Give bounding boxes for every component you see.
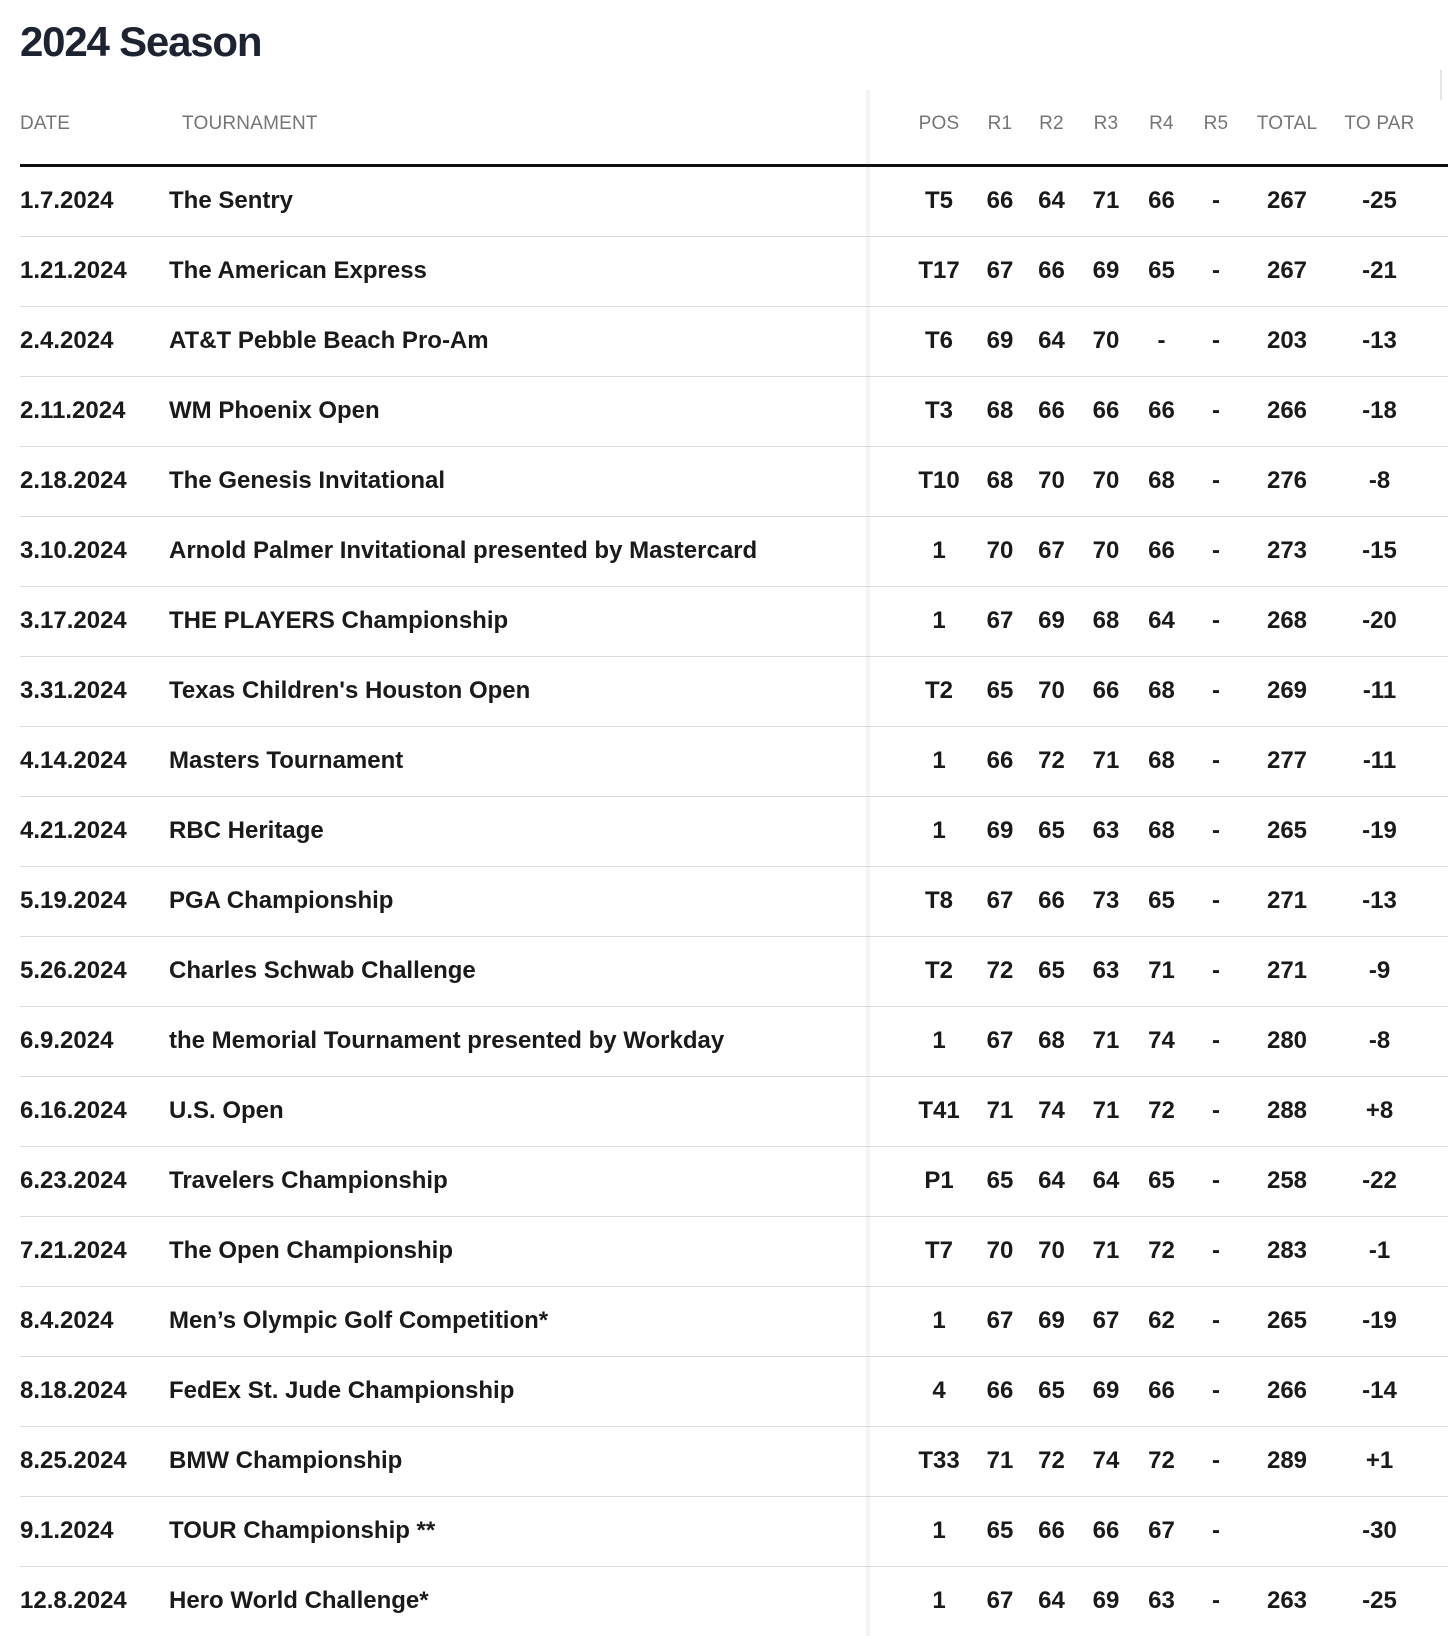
total-cell: 271 xyxy=(1266,887,1308,914)
date-cell: 3.17.2024 xyxy=(20,607,127,634)
date-cell: 8.18.2024 xyxy=(20,1377,127,1404)
total-cell xyxy=(1243,1497,1331,1566)
r2-cell: 66 xyxy=(1038,887,1065,914)
r1-cell: 67 xyxy=(986,257,1014,284)
tournament-link[interactable]: Texas Children's Houston Open xyxy=(169,677,531,704)
r1-cell: 71 xyxy=(986,1097,1014,1124)
r5-cell: - xyxy=(1212,1377,1220,1404)
r1-cell: 72 xyxy=(986,957,1014,984)
table-row[interactable] xyxy=(20,937,1448,1007)
to-par-cell: -22 xyxy=(1362,1167,1397,1194)
table-row[interactable] xyxy=(20,587,1448,657)
total-cell: 203 xyxy=(1266,327,1308,354)
to-par-cell: -19 xyxy=(1362,817,1397,844)
date-cell: 5.19.2024 xyxy=(20,887,127,914)
table-row[interactable] xyxy=(20,517,1448,587)
r5-cell: - xyxy=(1212,677,1220,704)
tournament-link[interactable]: AT&T Pebble Beach Pro-Am xyxy=(169,327,489,354)
column-header-pos[interactable]: POS xyxy=(918,113,960,134)
r2-cell: 72 xyxy=(1038,1447,1065,1474)
table-row[interactable] xyxy=(20,447,1448,517)
r2-cell: 74 xyxy=(1038,1097,1065,1124)
table-row[interactable] xyxy=(20,1287,1448,1357)
r1-cell: 68 xyxy=(986,397,1014,424)
results-table xyxy=(20,90,1448,1636)
date-cell: 6.16.2024 xyxy=(20,1097,127,1124)
r2-cell: 66 xyxy=(1038,1517,1065,1544)
r5-cell: - xyxy=(1212,817,1220,844)
pos-cell: 1 xyxy=(932,1517,946,1544)
r2-cell: 65 xyxy=(1038,817,1065,844)
r2-cell: 72 xyxy=(1038,747,1065,774)
r5-cell: - xyxy=(1212,257,1220,284)
r4-cell: 67 xyxy=(1148,1517,1175,1544)
pos-cell: 1 xyxy=(932,1307,946,1334)
to-par-cell: -14 xyxy=(1362,1377,1397,1404)
tournament-link[interactable]: PGA Championship xyxy=(169,887,394,914)
to-par-cell: -30 xyxy=(1362,1517,1397,1544)
r4-cell: 68 xyxy=(1148,677,1175,704)
r4-cell: 66 xyxy=(1148,537,1175,564)
r5-cell: - xyxy=(1212,537,1220,564)
r5-cell: - xyxy=(1212,397,1220,424)
r3-cell: 71 xyxy=(1092,1237,1120,1264)
table-row[interactable] xyxy=(20,867,1448,937)
r2-cell: 64 xyxy=(1038,187,1065,214)
date-cell: 3.10.2024 xyxy=(20,537,127,564)
r3-cell: 70 xyxy=(1092,537,1120,564)
pos-cell: 1 xyxy=(932,607,946,634)
table-row[interactable] xyxy=(20,727,1448,797)
r4-cell: 66 xyxy=(1148,397,1175,424)
date-cell: 7.21.2024 xyxy=(20,1237,127,1264)
tournament-link[interactable]: WM Phoenix Open xyxy=(169,397,380,424)
date-cell: 4.21.2024 xyxy=(20,817,127,844)
tournament-link[interactable]: The Sentry xyxy=(169,187,294,214)
r3-cell: 69 xyxy=(1092,257,1120,284)
tournament-link[interactable]: THE PLAYERS Championship xyxy=(169,607,509,634)
column-header-r3[interactable]: R3 xyxy=(1093,113,1119,134)
r4-cell: 72 xyxy=(1148,1237,1175,1264)
tournament-link[interactable]: the Memorial Tournament presented by Workday xyxy=(169,1027,725,1054)
table-body xyxy=(20,167,1448,1636)
r3-cell: 69 xyxy=(1092,1587,1120,1614)
table-row[interactable] xyxy=(20,1217,1448,1287)
to-par-cell: -13 xyxy=(1362,887,1397,914)
table-row[interactable] xyxy=(20,237,1448,307)
r2-cell: 68 xyxy=(1038,1027,1065,1054)
r2-cell: 70 xyxy=(1038,467,1065,494)
r4-cell: 68 xyxy=(1148,747,1175,774)
table-row[interactable] xyxy=(20,1567,1448,1636)
pos-cell: T17 xyxy=(918,257,960,284)
r5-cell: - xyxy=(1212,1097,1220,1124)
r3-cell: 71 xyxy=(1092,747,1120,774)
to-par-cell: -13 xyxy=(1362,327,1397,354)
tournament-link[interactable]: U.S. Open xyxy=(169,1097,284,1124)
total-cell: 273 xyxy=(1266,537,1308,564)
r3-cell: 69 xyxy=(1092,1377,1120,1404)
column-header-r5[interactable]: R5 xyxy=(1203,113,1229,134)
tournament-link[interactable]: Masters Tournament xyxy=(169,747,404,774)
total-cell: 263 xyxy=(1266,1587,1308,1614)
total-cell: 266 xyxy=(1266,397,1308,424)
tournament-link[interactable]: The Genesis Invitational xyxy=(169,467,446,494)
date-cell: 5.26.2024 xyxy=(20,957,127,984)
table-row[interactable] xyxy=(20,307,1448,377)
tournament-link[interactable]: Men’s Olympic Golf Competition* xyxy=(169,1307,549,1334)
page-title: 2024 Season xyxy=(20,18,262,65)
r1-cell: 67 xyxy=(986,887,1014,914)
to-par-cell: -21 xyxy=(1362,257,1397,284)
column-header-date[interactable]: DATE xyxy=(20,113,71,134)
table-row[interactable] xyxy=(20,377,1448,447)
to-par-cell: -25 xyxy=(1362,187,1397,214)
r3-cell: 66 xyxy=(1092,397,1120,424)
r4-cell: 63 xyxy=(1148,1587,1175,1614)
r2-cell: 64 xyxy=(1038,1167,1065,1194)
r3-cell: 71 xyxy=(1092,1027,1120,1054)
column-header-tournament[interactable]: TOURNAMENT xyxy=(182,113,318,134)
total-cell: 268 xyxy=(1266,607,1308,634)
date-cell: 8.25.2024 xyxy=(20,1447,127,1474)
r1-cell: 67 xyxy=(986,1307,1014,1334)
date-cell: 9.1.2024 xyxy=(20,1517,114,1544)
to-par-cell: -18 xyxy=(1362,397,1397,424)
r3-cell: 70 xyxy=(1092,467,1120,494)
r1-cell: 71 xyxy=(986,1447,1014,1474)
date-cell: 6.9.2024 xyxy=(20,1027,114,1054)
date-cell: 2.4.2024 xyxy=(20,327,114,354)
r3-cell: 63 xyxy=(1092,817,1120,844)
r5-cell: - xyxy=(1212,607,1220,634)
r2-cell: 69 xyxy=(1038,607,1065,634)
r1-cell: 70 xyxy=(986,537,1014,564)
r3-cell: 68 xyxy=(1092,607,1120,634)
r3-cell: 66 xyxy=(1092,1517,1120,1544)
column-header-to-par[interactable]: TO PAR xyxy=(1344,113,1415,134)
r4-cell: 72 xyxy=(1148,1097,1175,1124)
r1-cell: 68 xyxy=(986,467,1014,494)
column-header-r1[interactable]: R1 xyxy=(987,113,1013,134)
date-cell: 1.21.2024 xyxy=(20,257,127,284)
total-cell: 258 xyxy=(1266,1167,1308,1194)
date-cell: 1.7.2024 xyxy=(20,187,114,214)
pos-cell: 1 xyxy=(932,817,946,844)
total-cell: 289 xyxy=(1266,1447,1308,1474)
r1-cell: 66 xyxy=(986,187,1014,214)
column-header-r4[interactable]: R4 xyxy=(1149,113,1174,134)
pos-cell: 1 xyxy=(932,537,946,564)
total-cell: 277 xyxy=(1266,747,1308,774)
r1-cell: 65 xyxy=(986,677,1014,704)
column-header-r2[interactable]: R2 xyxy=(1039,113,1064,134)
r5-cell: - xyxy=(1212,327,1220,354)
r2-cell: 70 xyxy=(1038,1237,1065,1264)
pos-cell: 1 xyxy=(932,1587,946,1614)
r3-cell: 74 xyxy=(1092,1447,1120,1474)
r2-cell: 70 xyxy=(1038,677,1065,704)
total-cell: 266 xyxy=(1266,1377,1308,1404)
table-row[interactable] xyxy=(20,167,1448,237)
total-cell: 267 xyxy=(1266,257,1308,284)
table-row[interactable] xyxy=(20,1147,1448,1217)
r5-cell: - xyxy=(1212,747,1220,774)
tournament-link[interactable]: Hero World Challenge* xyxy=(169,1587,429,1614)
to-par-cell: -11 xyxy=(1362,747,1397,774)
tournament-link[interactable]: Arnold Palmer Invitational presented by Mastercard xyxy=(169,537,758,564)
table-row[interactable] xyxy=(20,1427,1448,1497)
pos-cell: T41 xyxy=(918,1097,960,1124)
r1-cell: 66 xyxy=(986,747,1014,774)
total-cell: 267 xyxy=(1266,187,1308,214)
to-par-cell: -20 xyxy=(1362,607,1397,634)
r5-cell: - xyxy=(1212,1517,1220,1544)
date-cell: 8.4.2024 xyxy=(20,1307,114,1334)
date-cell: 2.18.2024 xyxy=(20,467,127,494)
r3-cell: 71 xyxy=(1092,187,1120,214)
r5-cell: - xyxy=(1212,187,1220,214)
total-cell: 265 xyxy=(1266,817,1308,844)
r3-cell: 73 xyxy=(1092,887,1120,914)
to-par-cell: -11 xyxy=(1362,677,1397,704)
date-cell: 3.31.2024 xyxy=(20,677,127,704)
r1-cell: 69 xyxy=(986,327,1014,354)
total-cell: 288 xyxy=(1266,1097,1308,1124)
column-header-total[interactable]: TOTAL xyxy=(1256,113,1318,134)
r2-cell: 64 xyxy=(1038,1587,1065,1614)
to-par-cell: -8 xyxy=(1368,1027,1391,1054)
pos-cell: 1 xyxy=(932,747,946,774)
r2-cell: 66 xyxy=(1038,397,1065,424)
r3-cell: 71 xyxy=(1092,1097,1120,1124)
pos-cell: T10 xyxy=(918,467,960,494)
to-par-cell: -1 xyxy=(1368,1237,1391,1264)
r5-cell: - xyxy=(1212,1167,1220,1194)
pos-cell: T3 xyxy=(924,397,953,424)
r2-cell: 64 xyxy=(1038,327,1065,354)
r4-cell: 66 xyxy=(1148,1377,1175,1404)
pos-cell: T8 xyxy=(924,887,953,914)
total-cell: 269 xyxy=(1266,677,1308,704)
r4-cell: 65 xyxy=(1148,1167,1175,1194)
r5-cell: - xyxy=(1212,467,1220,494)
r5-cell: - xyxy=(1212,957,1220,984)
r5-cell: - xyxy=(1212,1587,1220,1614)
date-cell: 12.8.2024 xyxy=(20,1587,127,1614)
r2-cell: 69 xyxy=(1038,1307,1065,1334)
to-par-cell: -15 xyxy=(1362,537,1397,564)
table-header xyxy=(20,90,1448,167)
total-cell: 265 xyxy=(1266,1307,1308,1334)
table-row[interactable] xyxy=(20,657,1448,727)
table-row[interactable] xyxy=(20,1077,1448,1147)
r5-cell: - xyxy=(1212,1447,1220,1474)
tournament-link[interactable]: The Open Championship xyxy=(169,1237,454,1264)
r2-cell: 65 xyxy=(1038,957,1065,984)
r4-cell: 65 xyxy=(1148,887,1175,914)
r1-cell: 65 xyxy=(986,1517,1014,1544)
to-par-cell: -19 xyxy=(1362,1307,1397,1334)
r4-cell: 71 xyxy=(1148,957,1175,984)
to-par-cell: -25 xyxy=(1362,1587,1397,1614)
r1-cell: 69 xyxy=(986,817,1014,844)
r1-cell: 67 xyxy=(986,1027,1014,1054)
tournament-link[interactable]: FedEx St. Jude Championship xyxy=(169,1377,515,1404)
r4-cell: 66 xyxy=(1148,187,1175,214)
r3-cell: 64 xyxy=(1092,1167,1120,1194)
total-cell: 283 xyxy=(1266,1237,1308,1264)
r2-cell: 67 xyxy=(1038,537,1065,564)
r1-cell: 65 xyxy=(986,1167,1014,1194)
r5-cell: - xyxy=(1212,887,1220,914)
to-par-cell: -9 xyxy=(1368,957,1391,984)
r2-cell: 66 xyxy=(1038,257,1065,284)
pos-cell: 4 xyxy=(932,1377,946,1404)
to-par-cell: +1 xyxy=(1365,1447,1394,1474)
r4-cell: 68 xyxy=(1148,817,1175,844)
date-cell: 4.14.2024 xyxy=(20,747,127,774)
table-row[interactable] xyxy=(20,797,1448,867)
tournament-link[interactable]: TOUR Championship ** xyxy=(169,1517,436,1544)
pos-cell: 1 xyxy=(932,1027,946,1054)
date-cell: 2.11.2024 xyxy=(20,397,126,424)
r3-cell: 63 xyxy=(1092,957,1120,984)
to-par-cell: -8 xyxy=(1368,467,1391,494)
tournament-link[interactable]: Charles Schwab Challenge xyxy=(169,957,476,984)
pos-cell: T7 xyxy=(924,1237,953,1264)
r4-cell: 62 xyxy=(1148,1307,1175,1334)
r3-cell: 66 xyxy=(1092,677,1120,704)
r3-cell: 70 xyxy=(1092,327,1120,354)
r4-cell: 68 xyxy=(1148,467,1175,494)
tournament-link[interactable]: Travelers Championship xyxy=(169,1167,448,1194)
r1-cell: 66 xyxy=(986,1377,1014,1404)
r4-cell: 74 xyxy=(1148,1027,1175,1054)
table-row[interactable] xyxy=(20,1007,1448,1077)
r1-cell: 70 xyxy=(986,1237,1014,1264)
table-row[interactable] xyxy=(20,1357,1448,1427)
r4-cell: 64 xyxy=(1148,607,1175,634)
tournament-link[interactable]: BMW Championship xyxy=(169,1447,403,1474)
r2-cell: 65 xyxy=(1038,1377,1065,1404)
pos-cell: T6 xyxy=(924,327,953,354)
r4-cell: 65 xyxy=(1148,257,1175,284)
pos-cell: T2 xyxy=(924,957,953,984)
tournament-link[interactable]: RBC Heritage xyxy=(169,817,324,844)
pos-cell: P1 xyxy=(924,1167,954,1194)
r3-cell: 67 xyxy=(1092,1307,1120,1334)
pos-cell: T33 xyxy=(918,1447,960,1474)
r1-cell: 67 xyxy=(986,1587,1014,1614)
pos-cell: T5 xyxy=(924,187,953,214)
r5-cell: - xyxy=(1212,1027,1220,1054)
to-par-cell: +8 xyxy=(1365,1097,1394,1124)
total-cell: 276 xyxy=(1266,467,1308,494)
total-cell: 271 xyxy=(1266,957,1308,984)
r4-cell: - xyxy=(1157,327,1166,354)
r4-cell: 72 xyxy=(1148,1447,1175,1474)
total-cell: 280 xyxy=(1266,1027,1308,1054)
r5-cell: - xyxy=(1212,1307,1220,1334)
r1-cell: 67 xyxy=(986,607,1014,634)
r5-cell: - xyxy=(1212,1237,1220,1264)
date-cell: 6.23.2024 xyxy=(20,1167,127,1194)
tournament-link[interactable]: The American Express xyxy=(169,257,427,284)
pos-cell: T2 xyxy=(924,677,953,704)
table-row[interactable] xyxy=(20,1497,1448,1567)
